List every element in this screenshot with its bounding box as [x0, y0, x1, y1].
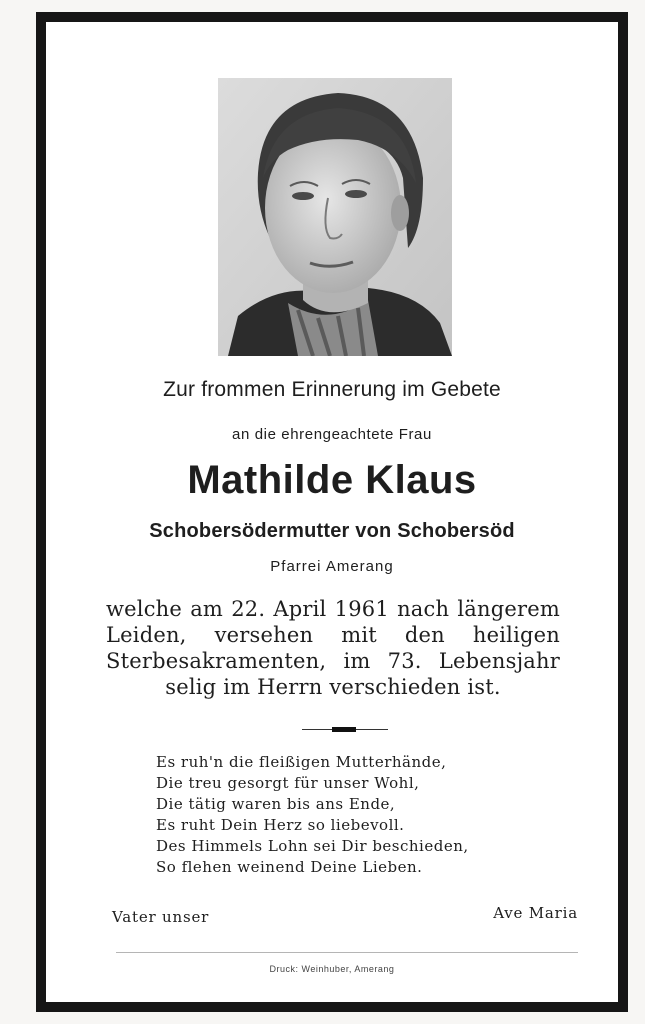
poem-line: So flehen weinend Deine Lieben. — [156, 858, 423, 876]
prayer-vater-unser: Vater unser — [112, 908, 210, 926]
poem-line: Es ruht Dein Herz so liebevoll. — [156, 816, 405, 834]
poem-line: Des Himmels Lohn sei Dir beschieden, — [156, 837, 469, 855]
title-line: Schobersödermutter von Schobersöd — [149, 520, 515, 542]
heading: Zur frommen Erinnerung im Gebete — [163, 378, 501, 401]
portrait-photo — [218, 78, 452, 356]
ornament-divider — [302, 729, 388, 730]
death-notice: welche am 22. April 1961 nach längerem Leiden, versehen mit den heiligen Sterbesakramenten, im 73. Lebensjahr selig im Herrn verschieden ist. — [106, 597, 560, 699]
poem-line: Die treu gesorgt für unser Wohl, — [156, 774, 420, 792]
portrait-illustration — [218, 78, 452, 356]
deceased-name: Mathilde Klaus — [187, 458, 477, 502]
printer-credit: Druck: Weinhuber, Amerang — [269, 964, 395, 974]
intro-text: an die ehrengeachtete Frau — [232, 426, 432, 443]
memorial-card — [36, 12, 628, 1012]
prayer-ave-maria: Ave Maria — [493, 904, 578, 922]
poem-line: Die tätig waren bis ans Ende, — [156, 795, 396, 813]
bottom-rule — [116, 952, 578, 953]
poem-line: Es ruh'n die fleißigen Mutterhände, — [156, 753, 447, 771]
parish: Pfarrei Amerang — [270, 558, 394, 575]
poem — [156, 752, 469, 878]
